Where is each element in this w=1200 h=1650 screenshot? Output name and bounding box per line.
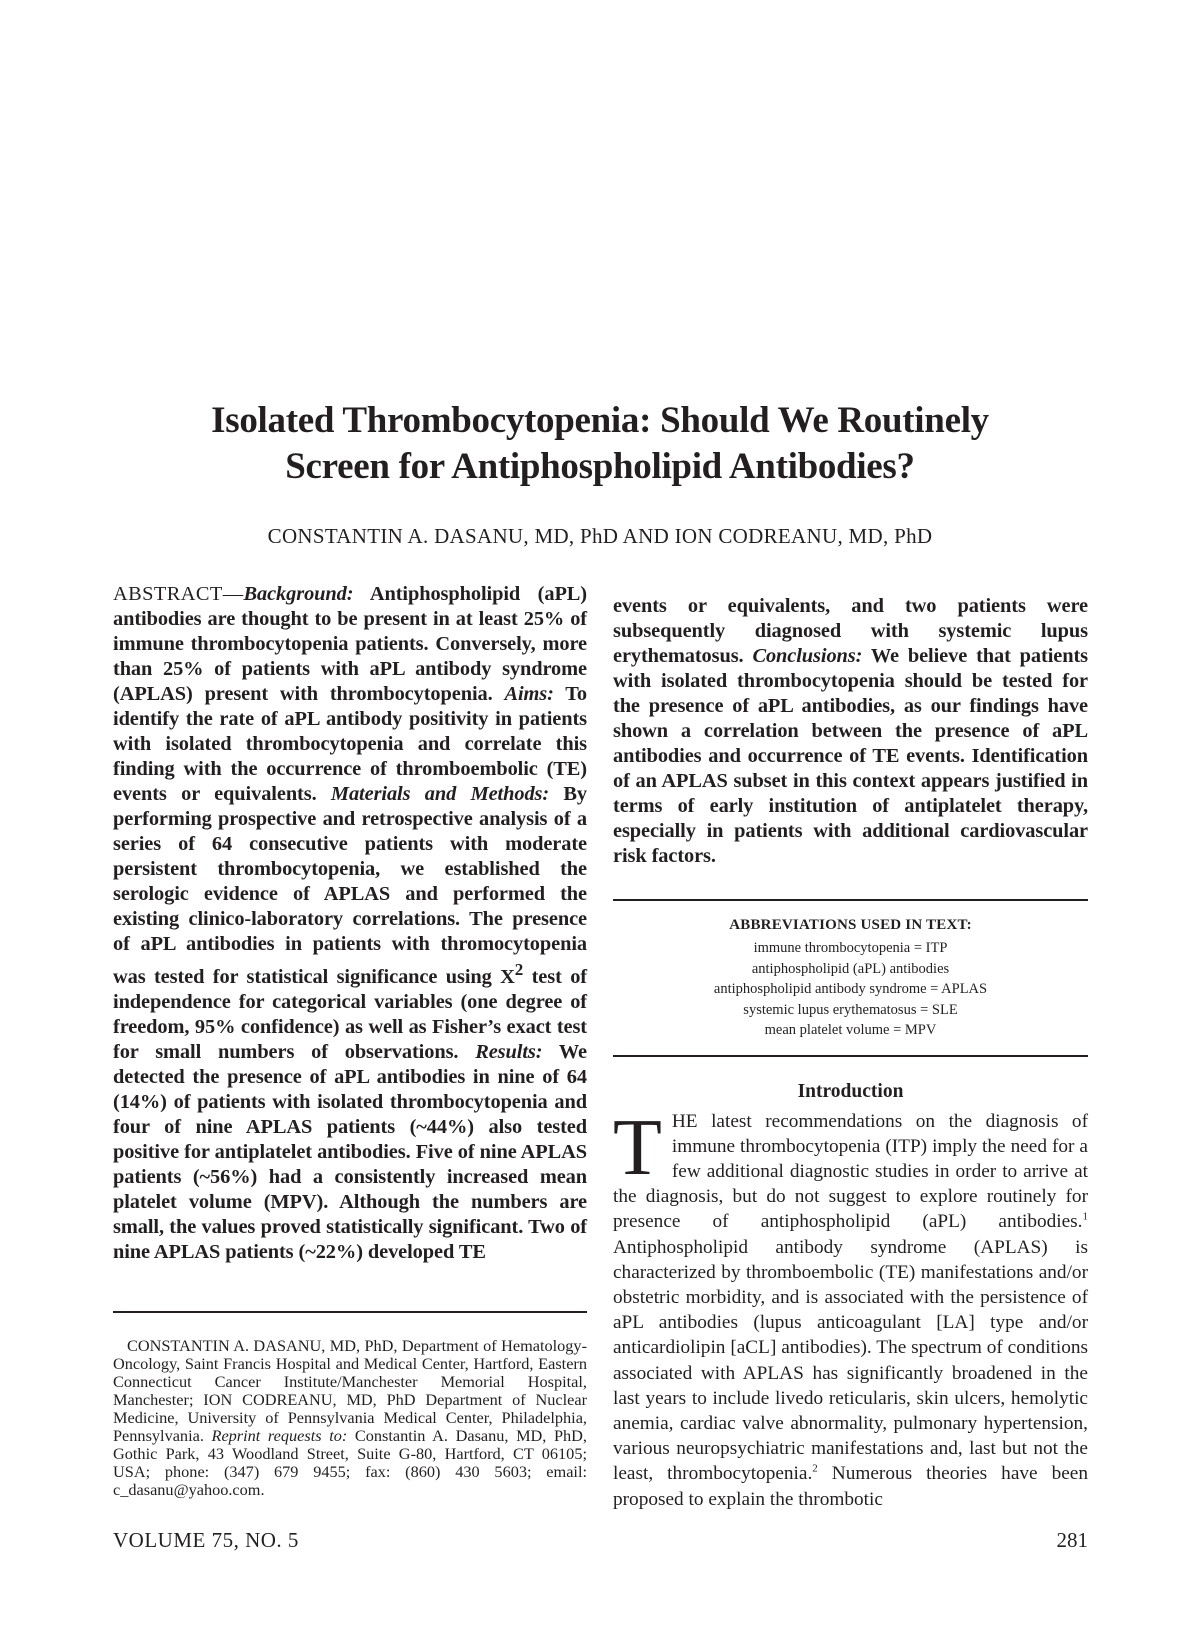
abstract-conclusions-label: Conclusions: (752, 645, 863, 667)
abbreviation-item: systemic lupus erythematosus = SLE (743, 1001, 958, 1018)
article-title (150, 398, 1050, 490)
reprint-text: Constantin A. Dasanu, MD, PhD, Gothic Park, 43 Woodland Street, Suite G-80, Hartford, CT 06105; USA; phone: (347) 679 9455; fax: (860) 430 5603; email: c_dasanu@yahoo.com. (113, 1425, 588, 1499)
abbreviations-box (613, 899, 1088, 1057)
drop-cap: T (613, 1103, 662, 1192)
journal-volume: VOLUME 75, NO. 5 (113, 1528, 299, 1552)
introduction-heading: Introduction (797, 1080, 904, 1102)
left-column (113, 582, 587, 1515)
page-number: 281 (1056, 1528, 1088, 1552)
title-line-1: Isolated Thrombocytopenia: Should We Routinely (211, 400, 989, 441)
reference-2: 2 (812, 1462, 818, 1475)
introduction-text-cont: Antiphospholipid antibody syndrome (APLAS) is characterized by thromboembolic (TE) manifestations and/or obstetric morbidity, and is associated with the persistence of aPL antibodies (lupus anticoagulant [LA] type and/or anticardiolipin [aCL] antibodies). The spectrum of conditions associated with APLAS has significantly broadened in the last years to include livedo reticularis, skin ulcers, hemolytic anemia, cardiac valve abnormality, pulmonary hypertension, various neuropsychiatric manifestations and, last but not the least, thrombocytopenia. (613, 1236, 1088, 1485)
abbreviation-item: antiphospholipid (aPL) antibodies (751, 960, 950, 977)
reference-1: 1 (1082, 1210, 1088, 1223)
introduction-text: HE latest recommendations on the diagnosis of immune thrombocytopenia (ITP) imply the need for a few additional diagnostic studies in order to arrive at the diagnosis, but do not suggest to explore routinely for presence of antiphospholipid (aPL) antibodies. (613, 1110, 1088, 1233)
abstract-methods-text: By performing prospective and retrospective analysis of a series of 64 consecutive patients with moderate persistent thrombocytopenia, we established the serologic evidence of APLAS and performed the existing clinico-laboratory correlations. The presence of aPL antibodies in patients with thromocytopenia was tested for statistical significance using X (113, 783, 588, 988)
title-line-2: Screen for Antiphospholipid Antibodies? (285, 446, 915, 487)
abstract-continuation (613, 594, 1088, 869)
abstract-methods-text-cont: test of independence for categorical variables (one degree of freedom, 95% confidence) as well as Fisher’s exact test for small numbers of observations. (113, 965, 587, 1063)
introduction-text-end: Numerous theories have been proposed to explain the thrombotic (613, 1463, 1088, 1510)
author-affiliation (113, 1337, 587, 1499)
abstract-continuation-text: events or equivalents, and two patients were subsequently diagnosed with systemic lupus erythematosus. (613, 595, 1088, 667)
abstract (113, 582, 587, 1265)
abstract-results-label: Results: (475, 1040, 543, 1063)
abbreviation-item: mean platelet volume = MPV (764, 1022, 937, 1038)
abbreviations-bottom-rule (613, 1055, 1088, 1057)
abstract-background-label: Background: (243, 583, 354, 605)
author-list: CONSTANTIN A. DASANU, MD, PhD AND ION CODREANU, MD, PhD (267, 524, 933, 548)
reprint-label: Reprint requests to: (211, 1425, 348, 1445)
abstract-background-text: Antiphospholipid (aPL) antibodies are thought to be present in at least 25% of immune thrombocytopenia patients. Conversely, more than 25% of patients with aPL antibody syndrome (APLAS) present with thrombocytopenia. (113, 583, 587, 705)
abbreviations-title: ABBREVIATIONS USED IN TEXT: (729, 917, 972, 933)
abstract-methods-superscript: 2 (514, 960, 524, 979)
right-column (613, 582, 1088, 1531)
abbreviation-item: antiphospholipid antibody syndrome = APLAS (713, 981, 988, 997)
abstract-results-text: We detected the presence of aPL antibodies in nine of 64 (14%) of patients with isolated thrombocytopenia and four of nine APLAS patients (~44%) also tested positive for antiplatelet antibodies. Five of nine APLAS patients (~56%) had a consistently increased mean platelet volume (MPV). Although the numbers are small, the values proved statistically significant. Two of nine APLAS patients (~22%) developed TE (113, 1040, 587, 1263)
abstract-aims-label: Aims: (504, 683, 554, 705)
affiliation-text: CONSTANTIN A. DASANU, MD, PhD, Department of Hematology-Oncology, Saint Francis Hospital and Medical Center, Hartford, Eastern Connecticut Cancer Institute/Manchester Memorial Hospital, Manchester; ION CODREANU, MD, PhD Department of Nuclear Medicine, University of Pennsylvania Medical Center, Philadelphia, Pennsylvania. (113, 1335, 587, 1445)
abstract-aims-text: To identify the rate of aPL antibody positivity in patients with isolated thrombocytopenia and correlate this finding with the occurrence of thromboembolic (TE) events or equivalents. (113, 683, 588, 805)
abstract-conclusions-text: We believe that patients with isolated thrombocytopenia should be tested for the presence of aPL antibodies, as our findings have shown a correlation between the presence of aPL antibodies and occurrence of TE events. Identification of an APLAS subset in this context appears justified in terms of early institution of antiplatelet therapy, especially in patients with additional cardiovascular risk factors. (613, 645, 1088, 867)
abstract-methods-label: Materials and Methods: (330, 783, 550, 805)
affiliation-divider (113, 1311, 587, 1313)
abbreviation-item: immune thrombocytopenia = ITP (753, 940, 948, 956)
abstract-label: ABSTRACT— (113, 583, 244, 605)
introduction-body (613, 1103, 1088, 1512)
